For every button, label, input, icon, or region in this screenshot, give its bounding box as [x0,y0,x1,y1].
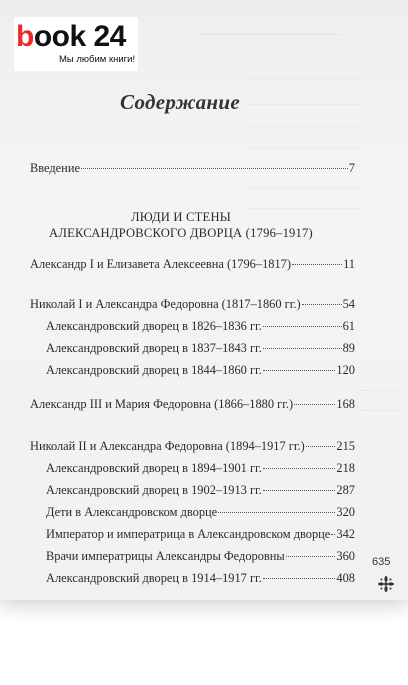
toc-entry-title: Император и императрица в Александровском дворце [46,527,331,541]
toc-entry-page: 168 [336,397,355,411]
toc-entry [0,397,355,412]
toc-entry-title: Александровский дворец в 1902–1913 гг. [46,483,262,497]
leader-dots [306,446,336,447]
toc-entry-page: 11 [343,257,355,271]
toc-entry-page: 342 [336,527,355,541]
leader-dots [294,404,335,405]
toc-entry-title: Александровский дворец в 1837–1843 гг. [46,341,262,355]
toc-entry-title: Александр I и Елизавета Алексеевна (1796–1817) [30,257,291,271]
toc-entry-page: 89 [342,341,355,355]
toc-entry-page: 320 [336,505,355,519]
toc-subentry [0,341,355,356]
leader-dots [286,556,336,557]
leader-dots [218,512,335,513]
toc-subentry [0,483,355,498]
leader-dots [81,168,348,169]
leader-dots [263,468,336,469]
toc-entry-page: 408 [336,571,355,585]
toc-subentry [0,571,355,586]
floral-ornament-icon [377,575,395,593]
book24-logo [14,17,138,71]
toc-entry [0,439,355,454]
toc-entry-title: Александровский дворец в 1914–1917 гг. [46,571,262,585]
leader-dots [331,534,335,535]
section-title-line-2: АЛЕКСАНДРОВСКОГО ДВОРЦА (1796–1917) [49,226,313,240]
toc-subentry [0,319,355,334]
toc-entry-title: Александр III и Мария Федоровна (1866–1880 гг.) [30,397,294,411]
logo-wordmark-rest: ook 24 [33,20,126,53]
leader-dots [263,348,342,349]
toc-entry-title: Дети в Александровском дворце [46,505,218,519]
toc-subentry [0,549,355,564]
toc-entry [0,161,355,176]
toc-entry-title: Александровский дворец в 1826–1836 гг. [46,319,262,333]
toc-entry-page: 54 [342,297,355,311]
toc-entry-page: 120 [336,363,355,377]
toc-subentry [0,461,355,476]
leader-dots [263,490,336,491]
toc-subentry [0,505,355,520]
toc-entry-page: 218 [336,461,355,475]
leader-dots [292,264,342,265]
logo-wordmark [16,21,126,53]
toc-subentry [0,527,355,542]
leader-dots [302,304,342,305]
toc-entry-title: Николай II и Александра Федоровна (1894–1917 гг.) [30,439,305,453]
leader-dots [263,578,336,579]
toc-entry-page: 61 [342,319,355,333]
toc-entry-title: Николай I и Александра Федоровна (1817–1860 гг.) [30,297,301,311]
toc-entry-title: Врачи императрицы Александры Федоровны [46,549,285,563]
toc-entry-page: 287 [336,483,355,497]
page-number: 635 [372,556,391,568]
toc-entry [0,297,355,312]
logo-tagline: Мы любим книги! [59,54,136,65]
leader-dots [263,370,336,371]
section-title-line-1: ЛЮДИ И СТЕНЫ [131,210,231,224]
toc-entry-page: 215 [336,439,355,453]
leader-dots [263,326,342,327]
toc-subentry [0,363,355,378]
toc-entry-title: Александровский дворец в 1844–1860 гг. [46,363,262,377]
toc-entry [0,257,355,272]
toc-entry-page: 360 [336,549,355,563]
logo-letter-b: b [16,20,34,53]
toc-entry-page: 7 [348,161,355,175]
page-title: Содержание [120,90,240,114]
toc-entry-title: Александровский дворец в 1894–1901 гг. [46,461,262,475]
toc-entry-title: Введение [30,161,80,175]
